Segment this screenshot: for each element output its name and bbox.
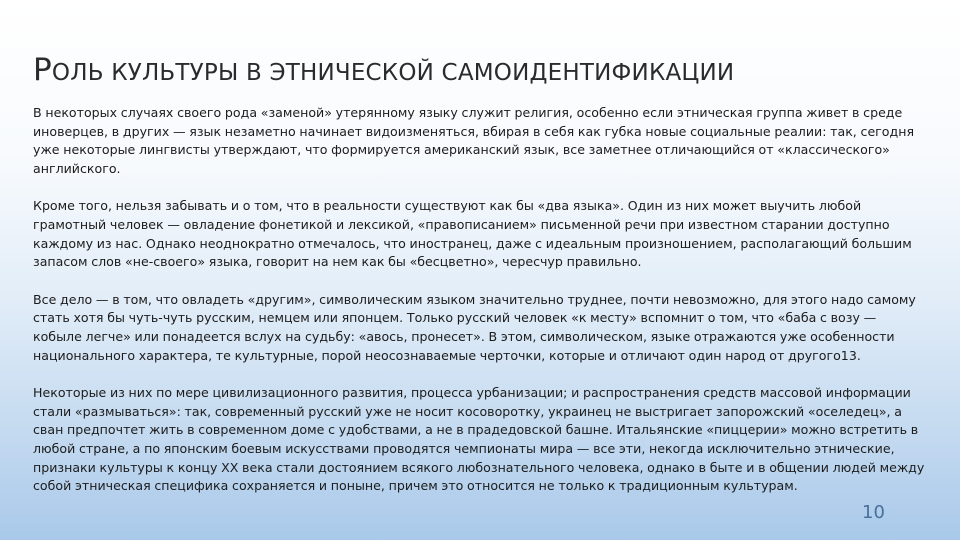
slide-title-rest: ОЛЬ КУЛЬТУРЫ В ЭТНИЧЕСКОЙ САМОИДЕНТИФИКАЦИИ (51, 60, 735, 86)
paragraph-2: Кроме того, нельзя забывать и о том, что в реальности существуют как бы «два языка». Один из них может выучить любой грамотный человек — овладение фонетикой и лексикой, «правописанием» письменной речи при известном старании доступно каждому из нас. Однако неоднократно отмечалось, что иностранец, даже с идеальным произношением, располагающий большим запасом слов «не-своего» языка, говорит на нем как бы «бесцветно», чересчур правильно. (33, 198, 912, 270)
slide-title-initial: Р (33, 52, 52, 88)
slide-title (33, 52, 933, 88)
page-number: 10 (862, 502, 885, 523)
paragraph-4: Некоторые из них по мере цивилизационного развития, процесса урбанизации; и распространения средств массовой информации стали «размываться»: так, современный русский уже не носит косоворотку, украинец не выстригает запорожский «оселедец», а сван предпочтет жить в современном доме с удобствами, а не в прадедовской башне. Итальянские «пиццерии» можно встретить в любой стране, а по японским боевым искусствами проводятся чемпионаты мира — все эти, некогда исключительно этнические, признаки культуры к концу XX века стали достоянием всякого любознательного человека, однако в быте и в общении людей между собой этническая специфика сохраняется и поныне, причем это относится не только к традиционным культурам. (33, 385, 925, 494)
paragraph-1: В некоторых случаях своего рода «заменой» утерянному языку служит религия, особенно если этническая группа живет в среде иноверцев, в других — язык незаметно начинает видоизменяться, вбирая в себя как губка новые социальные реалии: так, сегодня уже некоторые лингвисты утверждают, что формируется американский язык, все заметнее отличающийся от «классического» английского. (33, 105, 915, 176)
paragraph-3: Все дело — в том, что овладеть «другим», символическим языком значительно труднее, почти невозможно, для этого надо самому стать хотя бы чуть-чуть русским, немцем или японцем. Только русский человек «к месту» вспомнит о том, что «баба с возу — кобыле легче» или понадеется вслух на судьбу: «авось, пронесет». В этом, символическом, языке отражаются уже особенности национального характера, те культурные, порой неосознаваемые черточки, которые и отличают один народ от другого13. (33, 291, 916, 363)
slide-body (33, 104, 928, 515)
